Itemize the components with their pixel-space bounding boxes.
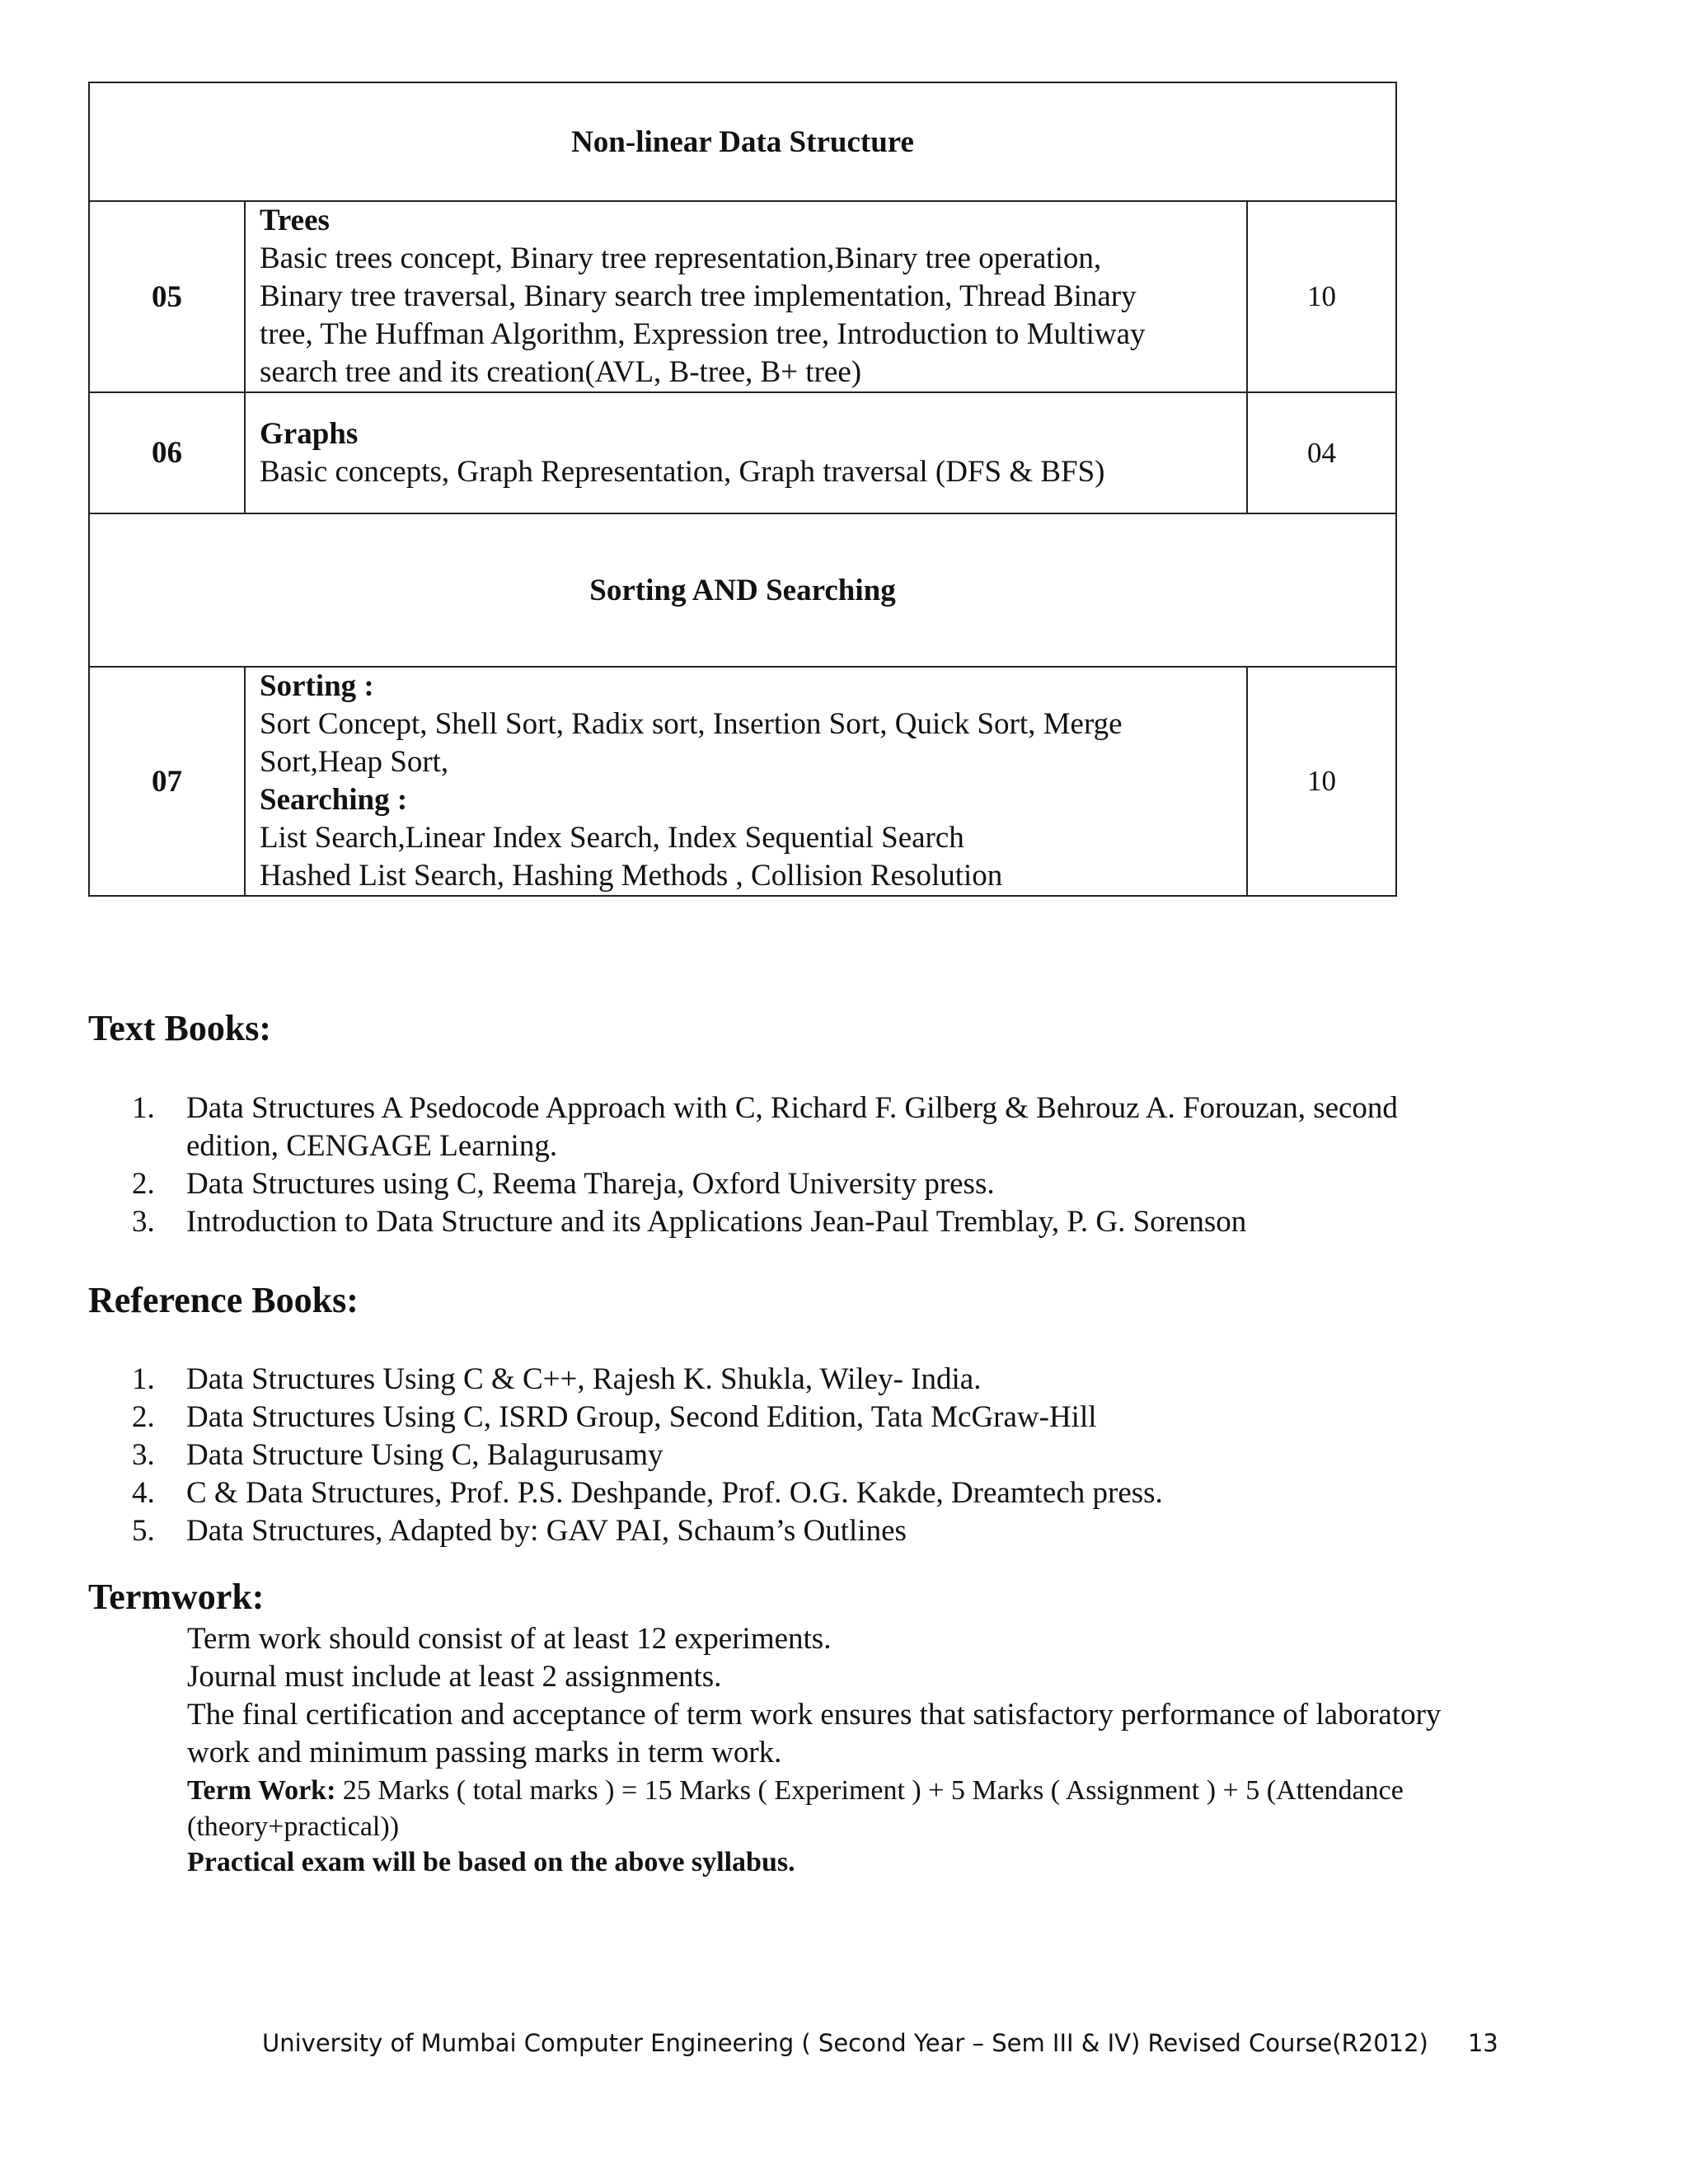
footer-text: University of Mumbai Computer Engineering ( Second Year – Sem III & IV) Revised Course(R2012) bbox=[262, 2029, 1428, 2057]
content-line: Hashed List Search, Hashing Methods , Collision Resolution bbox=[260, 859, 1003, 893]
module-number: 05 bbox=[89, 201, 245, 392]
termwork-line: The final certification and acceptance of term work ensures that satisfactory performance of laboratory bbox=[187, 1698, 1442, 1732]
module-number: 06 bbox=[89, 392, 245, 513]
page-number: 13 bbox=[1467, 2029, 1498, 2057]
module-content bbox=[245, 201, 1247, 392]
syllabus-table bbox=[88, 82, 1397, 897]
termwork-marks-cont: (theory+practical)) bbox=[187, 1811, 400, 1842]
text-books-list bbox=[132, 1090, 1550, 1241]
list-text bbox=[186, 1090, 1550, 1165]
page-footer bbox=[262, 2029, 1498, 2057]
module-title: Trees bbox=[260, 204, 330, 237]
termwork-marks-label: Term Work: bbox=[187, 1775, 336, 1806]
termwork-line: work and minimum passing marks in term work. bbox=[187, 1736, 782, 1769]
list-item bbox=[132, 1165, 1550, 1203]
list-number: 3. bbox=[132, 1205, 155, 1239]
content-line: List Search,Linear Index Search, Index Sequential Search bbox=[260, 821, 964, 855]
reference-books-list bbox=[132, 1361, 1550, 1550]
content-line: Sort,Heap Sort, bbox=[260, 745, 449, 779]
list-item bbox=[132, 1474, 1550, 1512]
section-heading-nonlinear: Non-linear Data Structure bbox=[89, 82, 1396, 201]
list-item bbox=[132, 1512, 1550, 1550]
table-row bbox=[89, 667, 1396, 896]
list-number: 3. bbox=[132, 1438, 155, 1472]
module-hours: 10 bbox=[1247, 667, 1396, 896]
list-line: edition, CENGAGE Learning. bbox=[186, 1129, 558, 1163]
module-number: 07 bbox=[89, 667, 245, 896]
module-content bbox=[245, 392, 1247, 513]
content-line: search tree and its creation(AVL, B-tree, B+ tree) bbox=[260, 355, 862, 389]
list-number: 2. bbox=[132, 1400, 155, 1434]
list-text: Data Structures Using C, ISRD Group, Second Edition, Tata McGraw-Hill bbox=[186, 1400, 1097, 1434]
list-text: Data Structures Using C & C++, Rajesh K. Shukla, Wiley- India. bbox=[186, 1362, 982, 1396]
list-number: 5. bbox=[132, 1514, 155, 1548]
list-text: Data Structure Using C, Balagurusamy bbox=[186, 1438, 663, 1472]
module-content bbox=[245, 667, 1247, 896]
list-number: 1. bbox=[132, 1362, 155, 1396]
module-hours: 10 bbox=[1247, 201, 1396, 392]
termwork-body bbox=[187, 1620, 1555, 1881]
termwork-line: Term work should consist of at least 12 experiments. bbox=[187, 1622, 832, 1656]
module-title: Graphs bbox=[260, 416, 359, 451]
list-number: 2. bbox=[132, 1167, 155, 1201]
list-number: 4. bbox=[132, 1476, 155, 1510]
content-line: Sort Concept, Shell Sort, Radix sort, Insertion Sort, Quick Sort, Merge bbox=[260, 707, 1123, 741]
list-item bbox=[132, 1361, 1550, 1399]
list-number: 1. bbox=[132, 1091, 155, 1125]
section-row bbox=[89, 82, 1396, 201]
section-heading-sorting: Sorting AND Searching bbox=[89, 513, 1396, 667]
section-row bbox=[89, 513, 1396, 667]
module-subtitle: Searching : bbox=[260, 783, 408, 817]
practical-exam-note: Practical exam will be based on the above syllabus. bbox=[187, 1847, 795, 1877]
list-line: Data Structures A Psedocode Approach with C, Richard F. Gilberg & Behrouz A. Forouzan, second bbox=[186, 1091, 1398, 1125]
content-line: Binary tree traversal, Binary search tree implementation, Thread Binary bbox=[260, 279, 1137, 313]
module-hours: 04 bbox=[1247, 392, 1396, 513]
list-text: Data Structures, Adapted by: GAV PAI, Schaum’s Outlines bbox=[186, 1514, 907, 1548]
module-title: Sorting : bbox=[260, 669, 374, 703]
list-text: Data Structures using C, Reema Thareja, Oxford University press. bbox=[186, 1167, 995, 1201]
termwork-heading: Termwork: bbox=[88, 1577, 265, 1617]
list-text: C & Data Structures, Prof. P.S. Deshpande, Prof. O.G. Kakde, Dreamtech press. bbox=[186, 1476, 1163, 1510]
table-row bbox=[89, 201, 1396, 392]
content-line: Basic concepts, Graph Representation, Graph traversal (DFS & BFS) bbox=[260, 454, 1105, 489]
termwork-marks bbox=[187, 1774, 1555, 1808]
content-line: tree, The Huffman Algorithm, Expression tree, Introduction to Multiway bbox=[260, 317, 1146, 351]
text-books-heading: Text Books: bbox=[88, 1008, 272, 1048]
table-row bbox=[89, 392, 1396, 513]
list-item bbox=[132, 1090, 1550, 1165]
list-text: Introduction to Data Structure and its Applications Jean-Paul Tremblay, P. G. Sorenson bbox=[186, 1205, 1247, 1239]
list-item bbox=[132, 1436, 1550, 1474]
list-item bbox=[132, 1203, 1550, 1241]
termwork-line: Journal must include at least 2 assignments. bbox=[187, 1660, 722, 1694]
termwork-marks-text: 25 Marks ( total marks ) = 15 Marks ( Experiment ) + 5 Marks ( Assignment ) + 5 (Attendance bbox=[335, 1775, 1404, 1806]
content-line: Basic trees concept, Binary tree representation,Binary tree operation, bbox=[260, 241, 1102, 275]
reference-books-heading: Reference Books: bbox=[88, 1280, 359, 1320]
list-item bbox=[132, 1399, 1550, 1436]
